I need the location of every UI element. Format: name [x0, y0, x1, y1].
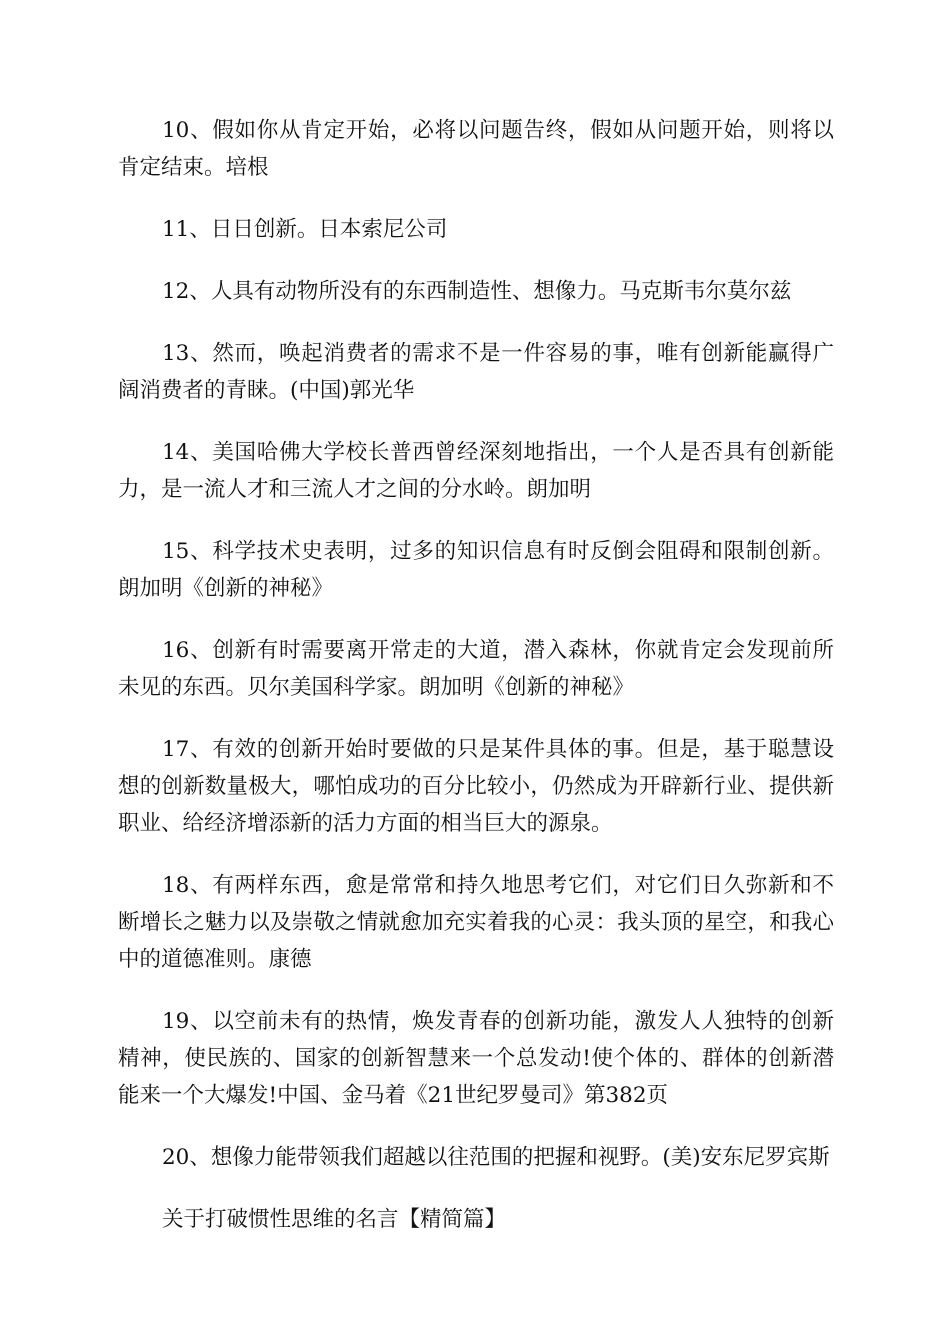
quote-paragraph-12: 12、人具有动物所没有的东西制造性、想像力。马克斯韦尔莫尔兹 — [162, 279, 792, 304]
quote-paragraph-14: 14、美国哈佛大学校长普西曾经深刻地指出，一个人是否具有创新能力，是一流人才和三流人才之间的分水岭。朗加明 — [118, 440, 834, 502]
quote-paragraph-18: 18、有两样东西，愈是常常和持久地思考它们，对它们日久弥新和不断增长之魅力以及崇敬之情就愈加充实着我的心灵：我头顶的星空，和我心中的道德准则。康德 — [118, 873, 834, 972]
quote-paragraph-10: 10、假如你从肯定开始，必将以问题告终，假如从问题开始，则将以肯定结束。培根 — [118, 118, 834, 180]
quote-paragraph-19: 19、以空前未有的热情，焕发青春的创新功能，激发人人独特的创新精神，使民族的、国家的创新智慧来一个总发动!使个体的、群体的创新潜能来一个大爆发!中国、金马着《21世纪罗曼司》第382页 — [118, 1009, 834, 1108]
quote-paragraph-20: 20、想像力能带领我们超越以往范围的把握和视野。(美)安东尼罗宾斯 — [162, 1145, 830, 1170]
document-body — [118, 112, 834, 1263]
quote-paragraph-16: 16、创新有时需要离开常走的大道，潜入森林，你就肯定会发现前所未见的东西。贝尔美国科学家。朗加明《创新的神秘》 — [118, 638, 834, 700]
quote-paragraph-17: 17、有效的创新开始时要做的只是某件具体的事。但是，基于聪慧设想的创新数量极大，哪怕成功的百分比较小，仍然成为开辟新行业、提供新职业、给经济增添新的活力方面的相当巨大的源泉。 — [118, 737, 834, 836]
quote-paragraph-15: 15、科学技术史表明，过多的知识信息有时反倒会阻碍和限制创新。朗加明《创新的神秘》 — [118, 539, 834, 601]
section-heading: 关于打破惯性思维的名言【精简篇】 — [162, 1207, 507, 1232]
quote-paragraph-11: 11、日日创新。日本索尼公司 — [162, 217, 448, 242]
quote-paragraph-13: 13、然而，唤起消费者的需求不是一件容易的事，唯有创新能赢得广阔消费者的青睐。(中国)郭光华 — [118, 341, 834, 403]
